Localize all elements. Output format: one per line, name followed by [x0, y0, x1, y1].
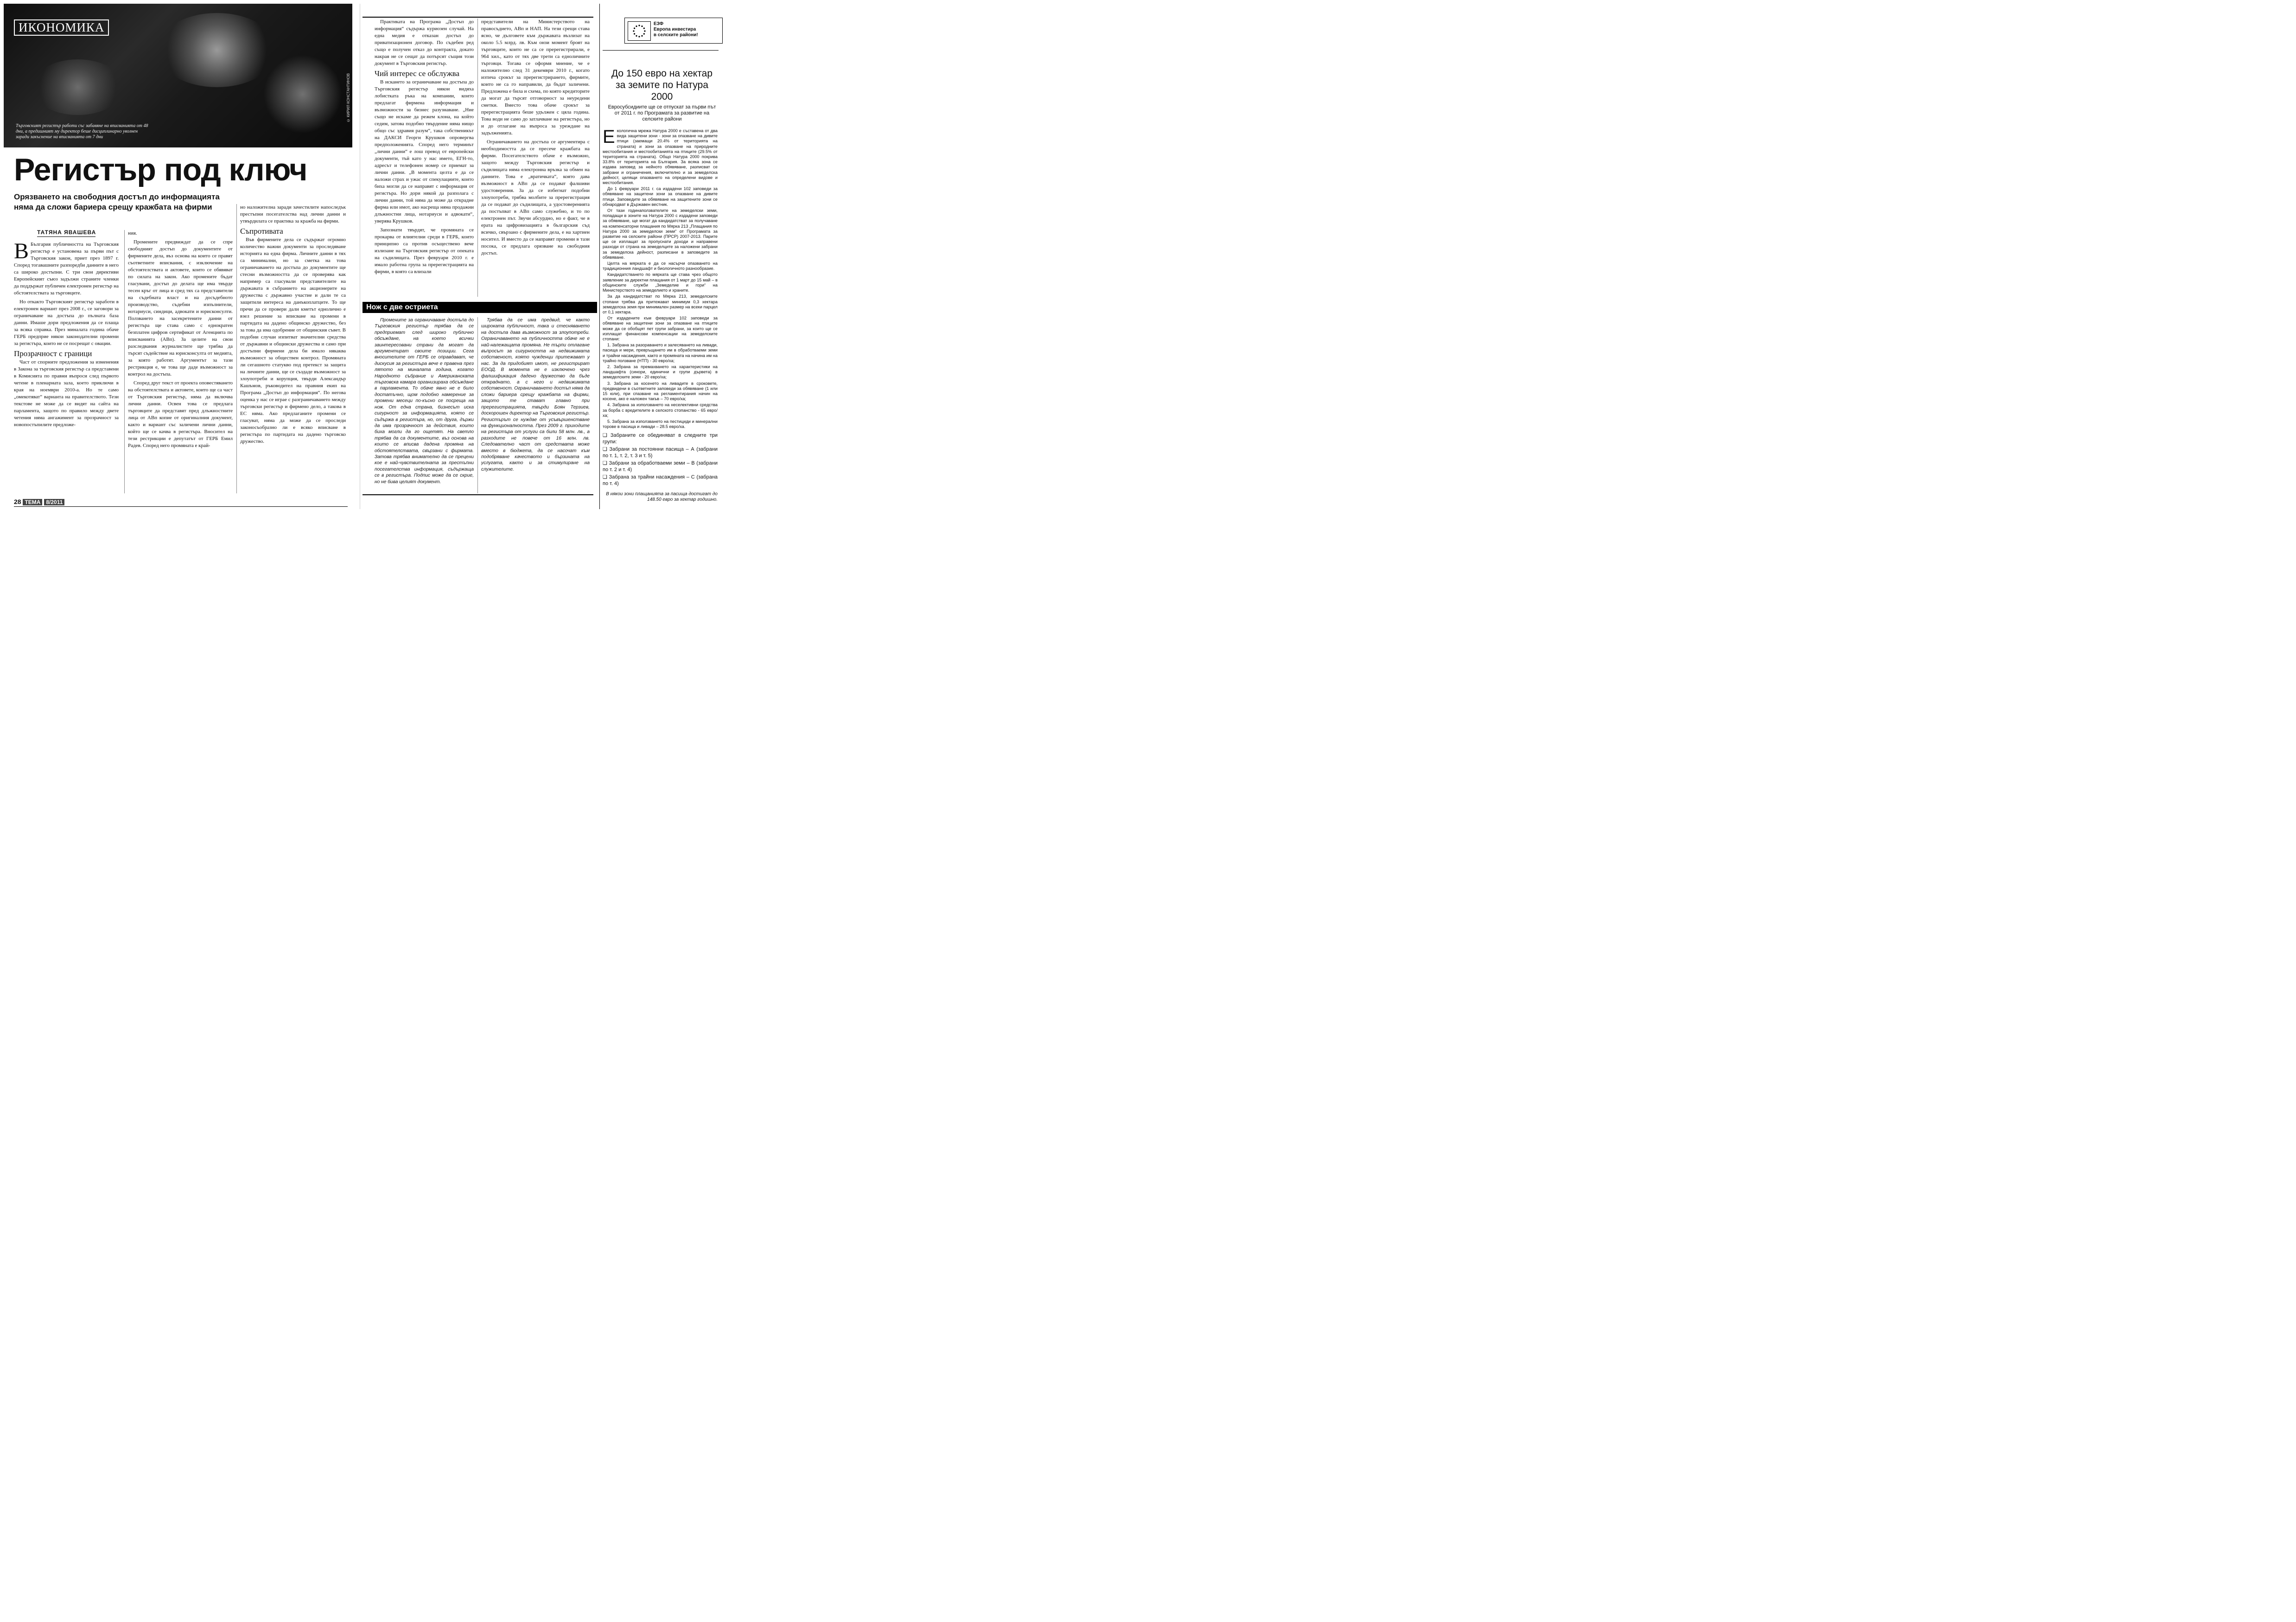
- box-title: Нож с две остриета: [363, 302, 597, 313]
- photo-caption: Търговският регистър работи със забавяне на вписванията от 48 дни, а предишният му директор беше дисциплинарно уволнен заради закъснение на вписванията от 7 дни: [16, 123, 148, 140]
- article-column-3: [240, 204, 346, 495]
- checkbox-icon: ❑: [603, 460, 609, 466]
- article-column-4: [375, 19, 474, 299]
- paragraph: Трябва да се има предвид, че както широката публичност, така и стесняването на достъпа дава възможност за злоупотреби. Ограничаването на публичността обаче не е най-належащата промяна. Не търпи отлагане въпросът за сигурността на недвижимата собственост, която чужденци притежават у нас. За да придобият имот, не регистрират ЕООД. В момента не е изключено чрез фалшификация дадено дружество да бъде откраднато, а с него и недвижимата собственост. Ограничаването достъп няма да сложи бариера срещу кражбата на фирми, защото те стават главно при пререгистрацията, твърди Боян Терзиев, доскорошен директор на Търговския регистър. Регистърът се нуждае от усъвършенстване на функционалността. През 2009 г. приходите на регистъра от услуги са били 58 млн. лв., а разходите не повече от 16 млн. лв. Следователно част от средствата може вместо в бюджета, да се насочат към подобряване качеството и бързината на услугата, както и за стимулиране на служителите.: [481, 318, 590, 472]
- eu-text: [654, 21, 698, 38]
- paragraph: Промените за ограничаване достъпа до Търговския регистър трябва да се предприемат след широко публично обсъждане, на което всички заинтересовани страни да могат да аргументират своите позиции. Сега вносителите от ГЕРБ се оправдават, че дискусия за регистъра вече е правена през лятото на миналата година, когато Народното събрание и Американската търговска камара организираха обсъждане в парламента. То обаче явно не е било достатъчно, щом подобно намерение за промени месеци по-късно се посреща на нож. От една страна, бизнесът иска сигурност за информацията, която се съдържа в регистъра, но, от друга, държи да има прозрачност за действия, които биха могли да го ощетят. На светло трябва да са документите, въз основа на които се вписва дадена промяна на обстоятелствата, свързани с фирмата. Затова трябва внимателно да се прецени кое е най-чувствителната за престъпни посегателства информация, съдържаща се в регистъра. Подпис може да се скрие, но не бива целият документ.: [375, 318, 474, 485]
- list-item: 1. Забрана за разораването и залесяването на ливади, пасища и мери, превръщането им в обработваеми земи и трайни насаждения, както и промяната на начина им на трайно ползване (НТП) - 30 евро/ха;: [603, 343, 718, 363]
- paragraph: Част от спорните предложения за изменения в Закона за търговския регистър са представени в Комисията по правни въпроси след първото четене в пленарната зала, което приключи в края на ноември 2010-а. Но те само „омекотяват“ варианта на правителството. Тези текстове не може да се видят на сайта на парламента, защото по правило между двете четения няма ангажимент за прозрачност за новопостъпилите предложе-: [14, 359, 119, 428]
- page-footer: [14, 498, 64, 505]
- paragraph: За да кандидатстват по Мярка 213, земеделските стопани трябва да притежават минимум 0,3 хектара земеделска земя при минимален размер на всеки парцел от 0,1 хектара.: [603, 294, 718, 314]
- paragraph: Запознати твърдят, че промяната се прокарва от влиятелни среди в ГЕРБ, които принципно са против осъществено вече излизане на Търговския регистър от опеката на съдилищата. През февруари 2010 г. е имало работна група за пререгистрацията на фирми, в която са влизали: [375, 227, 474, 275]
- paragraph: Но откакто Търговският регистър заработи в електронен вариант през 2008 г., се заговори за ограничаване на достъпа до пълната база данни. Имаше дори предложения да се плаща за всяка справка. През миналата година обаче ГЕРБ предприе някои законодателни промени за регистъра, които не се посрещат с овации.: [14, 299, 119, 346]
- paragraph: От тази годинаползвателите на земеделски земи, попадащи в зоните на Натура 2000 с издадени заповеди за обявяване, ще могат да кандидатстват за получаване на компенсаторни плащания по Мярка 213 „Плащания по Натура 2000 за земеделски земи“ от Програмата за развитие на селските райони (ПРСР) 2007-2013. Парите ще се изплащат за пропуснати доходи и направени разходи от страна на земеделците за наложени забрани за земеделска дейност, разписани в заповедите за обявяване.: [603, 208, 718, 260]
- article-photo: [4, 4, 352, 147]
- paragraph: Ограничаването на достъпа се аргументира с необходимостта да се пресече кражбата на фирми. Посегателството обаче е възможно, защото между Търговския регистър и съдилищата няма електронна връзка за обмен на данните. Това е „вратичката“, която дава възможност в АВп да се подават фалшиви удостоверения. За да се избегнат подобни злоупотреби, трябва молбите за пререгистрация да се подават до съдилищата, а удостоверенията да постъпват в АВп само служебно, и то по електронен път. Звучи абсурдно, но е факт, че в ерата на цифровизацията в българския съд всичко, свързано с фирмените дела, е на хартиен носител. И вместо да се направят промени в тази посока, се предлага орязване на свободния достъп.: [481, 139, 590, 256]
- checkbox-icon: ❑: [603, 447, 610, 453]
- top-rule: [363, 17, 593, 18]
- eu-line: в селските райони!: [654, 32, 698, 38]
- paragraph: ния.: [128, 230, 137, 236]
- paragraph: България публичността на Търговския регистър е установена за първи път с Търговския закон, приет през 1897 г. Според тогавашните разпоредби данните в него са широко достъпни. С три свои директиви Европейският съюз задължи страните членки да поддържат публичен електронен регистър на обстоятелствата за търговците.: [14, 242, 119, 296]
- magazine-name: ТЕМА: [23, 499, 42, 505]
- paragraph: Целта на мярката е да се насърчи опазването на традиционния ландшафт и биологичното разнообразие.: [603, 261, 718, 271]
- sidebar-headline: До 150 евро на хектар за земите по Натура 2000: [611, 68, 713, 102]
- paragraph: Практиката на Програма „Достъп до информация“ съдържа куриозен случай. На една медия е отказан достъп до приватизационен договор. По съдебен ред също е получен отказ до контракта, докато накрая не се сещат да потърсят същия този документ в Търговския регистър.: [375, 19, 474, 66]
- window-light: [157, 13, 277, 87]
- list-item: 3. Забрана за косенето на ливадите в сроковете, предвидени в съответните заповеди за обявяване (1 или 15 юли), при спазване на регламентирания начин на косене, ако е наложен такъв – 70 евро/ха;: [603, 381, 718, 402]
- article-column-2: [128, 230, 233, 495]
- sidebar-subhead: Евросубсидиите ще се отпускат за първи път от 2011 г. по Програмата за развитие на селските райони: [608, 104, 716, 122]
- drop-cap: В: [14, 241, 29, 263]
- paragraph: Според друг текст от проекта оповестяването на обстоятелствата и актовете, които ще са част от Търговския регистър, няма да включва лични данни. Освен това се предлага търговците да представят пред длъжностните лица от АВп копие от оригиналния документ, както и вариант със заличени лични данни, който ще се качва в регистъра. Вносител на тези рестрикции е депутатът от ГЕРБ Емил Радев. Според него промяната е край-: [128, 380, 233, 448]
- eu-flag-icon: [628, 21, 651, 41]
- eu-line: Европа инвестира: [654, 27, 696, 32]
- paragraph: Във фирмените дела се съдържат огромно количество важни документи за проследяване историята на една фирма. Личните данни в тях са минимални, но за сметка на това ограничаването на достъпа до документите ще стесни възможността да се проверява как например са гласували представителите на държавата в събранието на акционерите на дружества с държавно участие и дали те са защитили интереса на данъкоплатците. То ще пречи да се провери дали кметът еднолично е взел решение за вписване на промени в партидата на дадено общинско дружество, без за това да има одобрение от общинския съвет. В подобни случаи изпитват значителни средства от държавни и общински дружества и само при достъпни фирмени дела би имало някаква възможност за обществен контрол. Промяната ли сегашното статукво под претекст за защита на личните данни, ще се създаде възможност за злоупотреби и корупция, твърди Александър Кашъмов, ръководител на правния екип на Програма „Достъп до информация“. По негова оценка у нас се играе с разграничаването между търговски регистър и фирмено дело, а такова в ЕС няма. Ако предлаганите промени се гласуват, няма да може да се проследи законосъобразно ли е всяко вписване в регистъра по партидата на дадено търговско дружество.: [240, 237, 346, 444]
- box-bottom-rule: [363, 494, 593, 495]
- sidebar-rule-top: [603, 50, 719, 51]
- issue-number: 8/2011: [44, 499, 64, 505]
- column-rule: [477, 317, 478, 493]
- section-tag: ИКОНОМИКА: [14, 19, 109, 36]
- window-light: [32, 59, 124, 115]
- paragraph: Кандидатстването по мярката ще става чрез общото заявление за директни плащания от 1 март до 15 май – в общинските служби „Земеделие и гори“ на Министерството на земеделието и храните.: [603, 272, 718, 293]
- page-number: 28: [14, 498, 21, 505]
- sidebar-footnote: В някои зони плащанията за пасища достигат до 148.50 евро за хектар годишно.: [606, 492, 718, 502]
- byline: ТАТЯНА ЯВАШЕВА: [37, 229, 96, 236]
- drop-cap: Е: [603, 128, 615, 147]
- column-rule: [477, 19, 478, 297]
- list-item: 5. Забрана за използването на пестициди и минерални торове в пасища и ливади – 28.5 евро/ха.: [603, 419, 718, 429]
- byline-rule: [37, 236, 95, 237]
- column-rule: [124, 230, 125, 493]
- sidebar-body: [603, 128, 718, 488]
- group-item: Забрани за постоянни пасища – А (забрани по т. 1, т. 2, т. 3 и т. 5): [603, 447, 718, 459]
- group-item: Забраните се обединяват в следните три групи:: [603, 433, 718, 445]
- sidebar-rule: [599, 4, 600, 509]
- group-item: Забрани за обработваеми земи – В (забрани по т. 2 и т. 4): [603, 460, 718, 473]
- paragraph: Промените предвиждат да се спре свободният достъп до документите от фирмените дела, въз основа на които се правят съответните вписвания, с изключение на обстоятелствата и актовете, които се обявяват по силата на закон. Ако промените бъдат гласувани, достъп до делата ще има твърде тесен кръг от лица и сред тях са представители на съдебната власт и на досъдебното производство, съдебни изпълнители, нотариуси, синдици, адвокати и юрисконсулти. Ползването на засекретените данни от регистъра ще става само с еднократен безплатен цифров сертификат от Агенцията по вписванията (АВп). За целите на свои разследвания журналистите ще трябва да търсят съдействие на юрисконсулта от медията, за която работят. Аргументът за тази рестрикция е, че това ще даде възможност за контрол на достъпа.: [128, 239, 233, 377]
- footer-rule: [14, 506, 348, 507]
- subheading: Прозрачност с граници: [14, 349, 92, 358]
- subheading: Чий интерес се обслужва: [375, 69, 460, 78]
- article-column-1: [14, 241, 119, 495]
- paragraph: представители на Министерството на правосъдието, АВп и НАП. На тези срещи става ясно, че дълговете към държавата възлизат на около 5.5 млрд. лв. Към онзи момент броят на търговците, които не са се пререгистрирали, е 964 хил., като от тях две трети са едноличните търговци. Тогава се оформя мнение, че е наложително след 31 декември 2010 г., когато изтича срокът за пререгистрирането, фирмите, които не са го направили, да бъдат заличени. Предложена е била и схема, по която кредиторите да могат да търсят отговорност за неуредени сметки. Вместо това обаче срокът за пререгистрацията беше удължен с цяла година. Това води не само до затлачване на регистъра, но и до отлагане на въпроса за уреждане на задълженията.: [481, 19, 590, 136]
- window-light: [263, 55, 342, 134]
- box-column-left: [375, 317, 474, 493]
- group-item: Забрана за трайни насаждения – С (забрана по т. 4): [603, 474, 718, 487]
- photo-credit: © КИРИЛ КОНСТАНТИНОВ: [346, 73, 350, 122]
- paragraph: но наложителна заради зачестилите напоследък престъпни посегателства над лични данни и утвърдилата се практика за кражба на фирми.: [240, 204, 346, 224]
- column-rule: [236, 204, 237, 493]
- checkbox-icon: ❑: [603, 433, 611, 439]
- article-headline: Регистър под ключ: [14, 152, 307, 187]
- checkbox-icon: ❑: [603, 474, 609, 480]
- list-item: 2. Забрана за премахването на характеристики на ландшафта (синори, единични и групи дървета) в земеделските земи - 20 евро/ха;: [603, 364, 718, 380]
- article-deck: Орязването на свободния достъп до информацията няма да сложи бариера срещу кражбата на фирми: [14, 192, 220, 211]
- paragraph: В искането за ограничаване на достъпа до Търговския регистър някои видяха лобистката ръка на компании, които предлагат фирмена информация и възможности за бизнес разузнаване. „Ние също не искаме да режем клона, на който седим, затова подобно твърдение няма нищо общо със здравия разум“, така собственикът на ДАКСИ Георги Крушков опровергва предположенията. Според него терминът „лични данни“ е лош превод от европейски документи, тъй като у нас името, ЕГН-то, адресът и телефонен номер се приемат за лични данни. „В момента целта е да се наложи страх и ужас от спекулациите, които биха могли да се направят с информация от регистъра. Но дори някой да разполага с лични данни, той няма да може да открадне фирма или имот, ако насреща няма продажни длъжностни лица, нотариуси и адвокати“, уверява Крушков.: [375, 79, 474, 224]
- eu-logo-box: [624, 18, 723, 44]
- paragraph: До 1 февруари 2011 г. са издадени 102 заповеди за обявяване на защитени зони за опазване на дивите птици. Заповедите за обявяване на защитените зони се обнародват в Държавен вестник.: [603, 186, 718, 207]
- list-item: 4. Забрана за използването на неселективни средства за борба с вредителите в селското стопанство - 65 евро/ха;: [603, 402, 718, 418]
- article-column-5: [481, 19, 590, 299]
- paragraph: кологична мрежа Натура 2000 е съставена от два вида защитени зони - зони за опазване на дивите птици (заемащи 20.4% от територията на страната) и зони за опазване на природните местообитания и местообитанията на птиците (29.5% от територията на страната). Общо Натура 2000 покрива 33.8% от територията на България. За всяка зона се издава заповед за нейното обявяване, разписват се забрани и ограничения, включително и за земеделска дейност, целящи опазването на определени видове и местообитания.: [603, 128, 718, 185]
- eu-line: ЕЗФ: [654, 21, 664, 26]
- paragraph: От издадените към февруари 102 заповеди за обявяване на защитени зони за опазване на птиците може да се обобщят пет групи забрани, за които ще се изплащат финансови компенсации на земеделските стопани:: [603, 316, 718, 341]
- box-column-right: [481, 317, 590, 493]
- subheading: Съпротивата: [240, 227, 283, 236]
